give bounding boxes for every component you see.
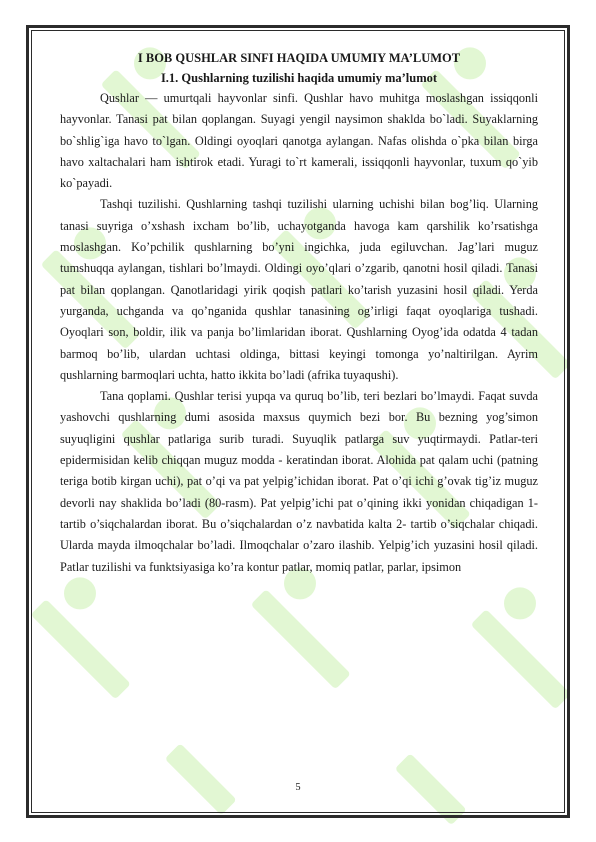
document-body: [60, 48, 538, 578]
page-number: 5: [295, 782, 301, 793]
chapter-title: I BOB QUSHLAR SINFI HAQIDA UMUMIY MA’LUMOT: [137, 51, 461, 65]
paragraph-intro: Qushlar — umurtqali hayvonlar sinfi. Qushlar havo muhitga moslashgan issiqqonli hayvonlar. Tanasi pat bilan qoplangan. Suyagi yengil naysimon shaklda bo`ladi. Suyaklarning bo`shlig`iga havo to`lgan. Oldingi oyoqlari qanotga aylangan. Nafas olishda o`pka bilan birga havo xaltachalari ham ishtirok etadi. Yuragi to`rt kamerali, issiqqonli hayvonlar, tuxum qo`yib ko`payadi.: [60, 91, 538, 191]
section-title: I.1. Qushlarning tuzilishi haqida umumiy ma’lumot: [160, 71, 438, 85]
paragraph-body-covering: Tana qoplami. Qushlar terisi yupqa va quruq bo’lib, teri bezlari bo’lmaydi. Faqat suvda yashovchi qushlarning dumi asosida maxsus quymich bezi bor. Bu bezning yog’simon suyuqligini qushlar patlariga surib turadi. Suyuqlik patlarga suv yuqtirmaydi. Patlar-teri epidermisidan kelib chiqqan muguz modda - keratindan iborat. Alohida pat qalam uchi (patning teriga botib kirgan uchi), pat o’qi va pat yelpig’ichidan iborat. Pat o’qi ichi g’ovak tig’iz muguz devorli nay shaklida bo’ladi (80-rasm). Pat yelpig’ichi pat o’qining ikki yonidan chiqadigan 1- tartib o’siqchalardan iborat. Bu o’siqchalardan o’z navbatida kalta 2- tartib o’siqchalar chiqadi. Ularda mayda ilmoqchalar bo’ladi. Ilmoqchalar o’zaro ilashib. Yelpig’ich yuzasini hosil qiladi. Patlar tuzilishi va funktsiyasiga ko’ra kontur patlar, momiq patlar, parlar, ipsimon: [60, 389, 538, 574]
paragraph-external-structure: Tashqi tuzilishi. Qushlarning tashqi tuzilishi ularning uchishi bilan bog’liq. Ularning tanasi suyriga o’xshash ixcham bo’lib, uchayotganda havoga kam qarshilik ko’rsatishga moslashgan. Ko’pchilik qushlarning bo’yni ingichka, juda egiluvchan. Jag’lari muguz tumshuqqa aylangan, tishlari bo’lmaydi. Oldingi oyo’qlari o’zgarib, qanotni hosil qiladi. Tanasi pat bilan qoplangan. Qanotlaridagi yirik qoqish patlari ko’tarish yuzasini hosil qiladi. Yerda yurganda, uchganda va qo’nganida qushlar tanasining og’irligi faqat oyoqlariga tushadi. Oyoqlari son, boldir, ilik va panja bo’limlaridan iborat. Qushlarning Oyog’ida odatda 4 tadan barmoq bo’lib, ulardan uchtasi oldinga, bittasi keyingi tomonga yo’naltirilgan. Ayrim qushlarning barmoqlari uchta, hatto ikkita bo’ladi (afrika tuyaqushi).: [60, 197, 538, 382]
